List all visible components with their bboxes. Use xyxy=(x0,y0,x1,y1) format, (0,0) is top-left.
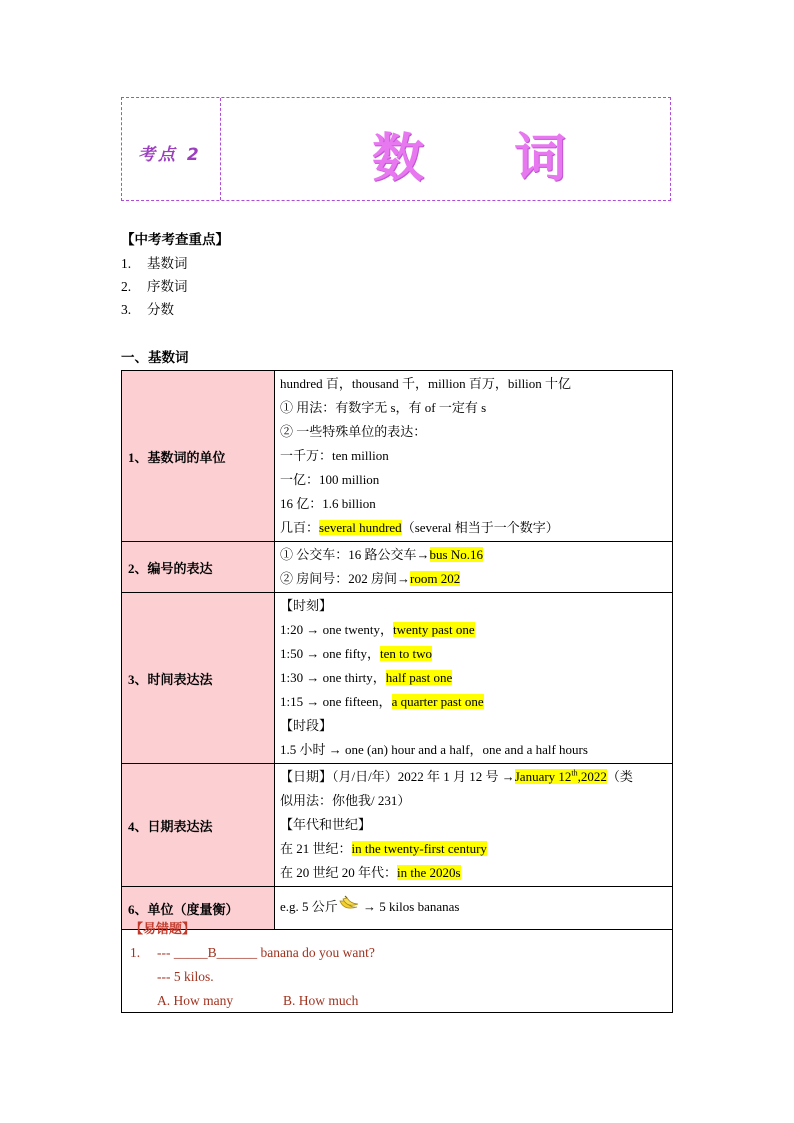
content-line xyxy=(280,618,667,642)
table-row xyxy=(122,593,673,764)
text: 1:20 → one twenty， xyxy=(280,622,394,637)
list-number: 3. xyxy=(121,302,132,317)
text: （类 xyxy=(606,769,633,784)
row-content xyxy=(275,542,673,593)
content-line xyxy=(280,642,667,666)
highlight-text: half past one xyxy=(385,670,453,685)
superscript: th xyxy=(571,768,578,778)
list-number: 2. xyxy=(121,279,132,294)
topic-title-box xyxy=(121,97,671,201)
content-line xyxy=(280,861,667,885)
highlight-text xyxy=(515,769,607,784)
content-line: 【时刻】 xyxy=(280,598,333,613)
list-item xyxy=(121,277,188,297)
content-line: 16 亿：1.6 billion xyxy=(280,496,376,511)
row-content xyxy=(275,593,673,764)
row-label: 1、基数词的单位 xyxy=(122,371,275,542)
content-line: 【年代和世纪】 xyxy=(280,817,372,832)
text: ② 房间号：202 房间→ xyxy=(280,571,411,586)
row-label: 4、日期表达法 xyxy=(122,764,275,887)
content-line: ① 用法：有数字无 s，有 of 一定有 s xyxy=(280,400,487,415)
question-text: --- _____B______ banana do you want? xyxy=(157,945,375,960)
row-content xyxy=(275,371,673,542)
mistake-heading: 【易错题】 xyxy=(130,921,196,936)
text: 在 20 世纪 20 年代： xyxy=(280,865,398,880)
content-line xyxy=(280,666,667,690)
topic-label: 考点 2 xyxy=(138,145,202,165)
highlight-text: bus No.16 xyxy=(429,547,483,562)
highlight-text: in the twenty-first century xyxy=(351,841,487,856)
text: January 12 xyxy=(514,769,572,784)
text: e.g. 5 公斤 xyxy=(280,898,338,914)
content-line xyxy=(280,690,667,714)
text: 几百： xyxy=(280,520,320,535)
answer-text: --- 5 kilos. xyxy=(157,969,214,984)
section-heading: 一、基数词 xyxy=(121,350,189,365)
table-row xyxy=(122,371,673,542)
content-line: 一亿：100 million xyxy=(280,472,380,487)
list-text: 基数词 xyxy=(147,256,188,271)
content-line: 似用法：你他我/ 231） xyxy=(280,793,411,808)
text: 1:15 → one fifteen， xyxy=(280,694,392,709)
page-title: 数 词 xyxy=(372,129,603,189)
text: ,2022 xyxy=(577,769,607,784)
table-row xyxy=(122,764,673,887)
list-number: 1. xyxy=(121,256,132,271)
row-label: 2、编号的表达 xyxy=(122,542,275,593)
text: 【日期】（月/日/年）2022 年 1 月 12 号 → xyxy=(280,769,515,784)
highlight-text: room 202 xyxy=(410,571,461,586)
content-line xyxy=(280,543,667,567)
highlight-text: a quarter past one xyxy=(391,694,484,709)
question-number: 1. xyxy=(130,945,141,960)
cardinal-numbers-table xyxy=(121,370,673,930)
title-divider xyxy=(220,98,221,200)
content-line xyxy=(280,765,667,789)
highlight-text: several hundred xyxy=(319,520,402,535)
list-item xyxy=(121,300,174,320)
option-b: B. How much xyxy=(283,993,359,1008)
content-line: 【时段】 xyxy=(280,718,333,733)
content-line: hundred 百，thousand 千，million 百万，billion 十亿 xyxy=(280,376,572,391)
list-text: 分数 xyxy=(147,302,174,317)
content-line: 1.5 小时 → one (an) hour and a half，one and a half hours xyxy=(280,742,588,757)
content-line: ② 一些特殊单位的表达： xyxy=(280,424,427,439)
row-label: 3、时间表达法 xyxy=(122,593,275,764)
text: 1:30 → one thirty， xyxy=(280,670,386,685)
text: ① 公交车：16 路公交车→ xyxy=(280,547,430,562)
content-line: 一千万：ten million xyxy=(280,448,389,463)
list-text: 序数词 xyxy=(147,279,188,294)
highlight-text: in the 2020s xyxy=(397,865,461,880)
mistake-question-box xyxy=(121,917,673,1013)
list-item xyxy=(121,254,188,274)
row-content xyxy=(275,764,673,887)
highlight-text: twenty past one xyxy=(393,622,475,637)
text: 1:50 → one fifty， xyxy=(280,646,381,661)
focus-heading: 【中考考查重点】 xyxy=(121,232,229,247)
option-a: A. How many xyxy=(157,993,234,1008)
table-row xyxy=(122,542,673,593)
row-label: 6、单位（度量衡） xyxy=(122,887,275,930)
text: （several 相当于一个数字） xyxy=(401,520,559,535)
content-line xyxy=(280,516,667,540)
content-line xyxy=(280,837,667,861)
content-line xyxy=(280,567,667,591)
highlight-text: ten to two xyxy=(380,646,433,661)
text: → 5 kilos bananas xyxy=(363,898,460,914)
text: 在 21 世纪： xyxy=(280,841,352,856)
